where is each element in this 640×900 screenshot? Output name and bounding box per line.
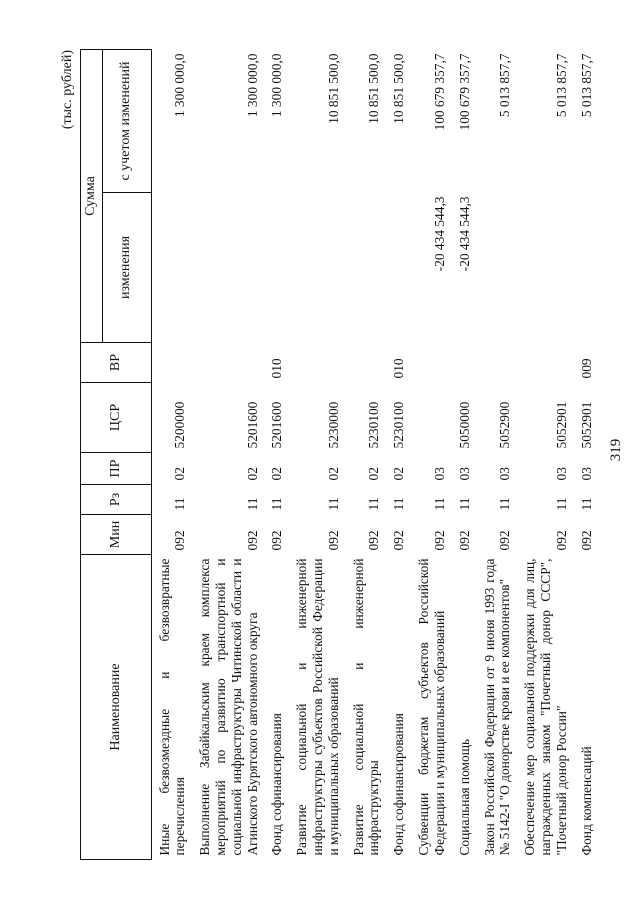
row-total: 100 679 357,7 — [456, 53, 472, 131]
row-change — [264, 193, 289, 343]
header-with-changes: с учетом изменений — [102, 50, 151, 193]
table-row — [289, 50, 345, 860]
row-vr — [346, 343, 387, 383]
row-change: -20 434 544,3 — [431, 196, 447, 272]
row-rz: 11 — [431, 497, 447, 511]
row-min: 092 — [553, 530, 569, 551]
row-total: 1 300 000,0 — [244, 53, 260, 118]
table-header — [81, 50, 152, 860]
row-rz: 11 — [366, 497, 382, 511]
row-min: 092 — [497, 530, 513, 551]
row-rz: 11 — [391, 497, 407, 511]
row-name: Иные безвозмездные и безвозвратные перечисления — [156, 558, 188, 856]
row-vr: 010 — [269, 358, 285, 379]
row-rz: 11 — [325, 497, 341, 511]
row-name: Развитие социальной и инженерной инфраструктуры субъектов Российской Федерации и муниципальных образований — [294, 558, 341, 856]
row-change — [346, 193, 387, 343]
row-min: 092 — [391, 530, 407, 551]
row-rz: 11 — [578, 497, 594, 511]
row-csr: 5052901 — [578, 401, 594, 449]
row-csr: 5200000 — [172, 401, 188, 449]
row-pr: 03 — [497, 467, 513, 481]
header-vr: ВР — [81, 343, 152, 383]
page-number: 319 — [608, 438, 624, 462]
row-csr: 5201600 — [244, 401, 260, 449]
row-rz: 11 — [172, 497, 188, 511]
budget-table — [80, 49, 598, 860]
header-pr: ПР — [81, 453, 152, 485]
row-rz: 11 — [553, 497, 569, 511]
row-name: Обеспечение мер социальной поддержки для лиц, награжденных знаком "Почетный донор СССР", "Почетный донор России" — [522, 558, 569, 856]
table-body — [151, 50, 598, 860]
row-vr — [151, 343, 192, 383]
row-change — [192, 193, 264, 343]
row-min: 092 — [244, 530, 260, 551]
row-pr: 02 — [244, 467, 260, 481]
row-pr: 03 — [431, 467, 447, 481]
row-total: 1 300 000,0 — [269, 53, 285, 118]
row-min: 092 — [269, 530, 285, 551]
row-change: -20 434 544,3 — [456, 196, 472, 272]
row-total: 5 013 857,7 — [553, 53, 569, 118]
row-csr: 5230000 — [325, 401, 341, 449]
header-name: Наименование — [81, 555, 152, 860]
header-sum: Сумма — [81, 50, 103, 343]
row-vr — [192, 343, 264, 383]
row-vr — [289, 343, 345, 383]
table-row — [346, 50, 387, 860]
row-vr: 009 — [578, 358, 594, 379]
row-total: 10 851 500,0 — [391, 53, 407, 124]
row-min: 092 — [366, 530, 382, 551]
row-pr: 03 — [456, 467, 472, 481]
row-name: Фонд компенсаций — [578, 746, 594, 856]
row-min: 092 — [578, 530, 594, 551]
row-vr — [411, 343, 452, 383]
table-row — [477, 50, 518, 860]
row-name: Выполнение Забайкальским краем комплекса мероприятий по развитию транспортной и социальной инфраструктуры Читинской области и Агинского Бурятского автономного округа — [197, 558, 260, 856]
row-rz: 11 — [497, 497, 513, 511]
row-total: 10 851 500,0 — [325, 53, 341, 124]
table-row — [151, 50, 192, 860]
table-row — [386, 50, 411, 860]
row-vr — [517, 343, 573, 383]
row-min: 092 — [456, 530, 472, 551]
row-name: Социальная помощь — [456, 738, 472, 856]
row-name: Субвенции бюджетам субъектов Российской Федерации и муниципальных образований — [416, 558, 447, 856]
row-pr: 02 — [391, 467, 407, 481]
row-pr: 02 — [269, 467, 285, 481]
row-pr: 03 — [553, 467, 569, 481]
row-min: 092 — [325, 530, 341, 551]
row-min: 092 — [431, 530, 447, 551]
row-change — [477, 193, 518, 343]
row-name: Развитие социальной и инженерной инфраструктуры — [350, 558, 382, 856]
row-csr: 5052900 — [497, 401, 513, 449]
units-label: (тыс. рублей) — [60, 50, 75, 130]
row-csr: 5201600 — [269, 401, 285, 449]
row-change — [517, 193, 573, 343]
row-change — [386, 193, 411, 343]
row-total: 10 851 500,0 — [366, 53, 382, 124]
table-row — [517, 50, 573, 860]
row-name: Фонд софинансирования — [391, 713, 407, 856]
row-vr — [477, 343, 518, 383]
table-row — [264, 50, 289, 860]
row-rz: 11 — [244, 497, 260, 511]
row-name: Закон Российской Федерации от 9 июня 1993 года № 5142-I "О донорстве крови и ее компонентов" — [481, 558, 513, 856]
row-pr: 03 — [578, 467, 594, 481]
table-row — [574, 50, 599, 860]
row-csr: 5050000 — [456, 401, 472, 449]
header-changes: изменения — [102, 193, 151, 343]
row-change — [574, 193, 599, 343]
row-vr: 010 — [391, 358, 407, 379]
row-min: 092 — [172, 530, 188, 551]
row-change — [151, 193, 192, 343]
row-pr: 02 — [325, 467, 341, 481]
row-rz: 11 — [269, 497, 285, 511]
header-rz: Рз — [81, 485, 152, 515]
row-change — [289, 193, 345, 343]
table-row — [411, 50, 452, 860]
row-csr — [411, 383, 452, 453]
row-total: 5 013 857,7 — [578, 53, 594, 118]
row-pr: 02 — [366, 467, 382, 481]
table-row — [452, 50, 477, 860]
row-csr: 5230100 — [366, 401, 382, 449]
row-total: 100 679 357,7 — [431, 53, 447, 131]
row-total: 5 013 857,7 — [497, 53, 513, 118]
table-row — [192, 50, 264, 860]
row-name: Фонд софинансирования — [269, 713, 285, 856]
row-total: 1 300 000,0 — [172, 53, 188, 118]
header-csr: ЦСР — [81, 383, 152, 453]
row-pr: 02 — [172, 467, 188, 481]
header-min: Мин — [81, 515, 152, 555]
row-rz: 11 — [456, 497, 472, 511]
row-csr: 5230100 — [391, 401, 407, 449]
row-vr — [452, 343, 477, 383]
row-csr: 5052901 — [553, 401, 569, 449]
